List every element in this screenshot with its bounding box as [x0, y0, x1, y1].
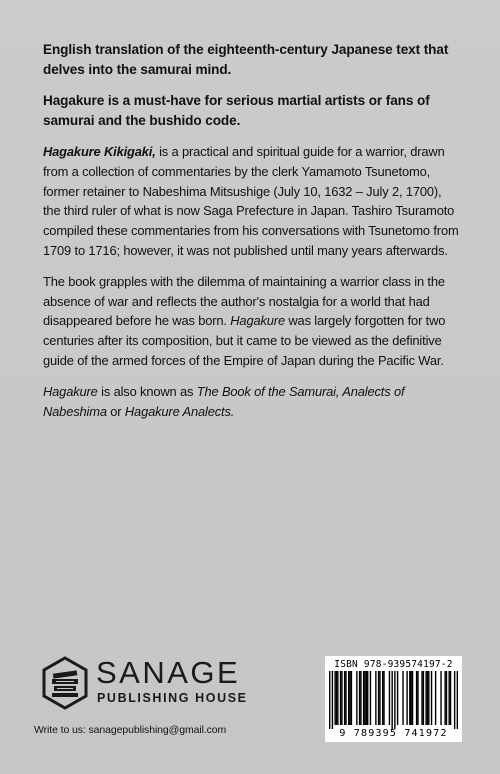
barcode-bar — [356, 671, 357, 725]
barcode-bar — [367, 671, 368, 725]
barcode-bar — [448, 671, 449, 725]
barcode-bar — [450, 671, 451, 725]
barcode-bar — [457, 671, 458, 729]
barcode-bar — [446, 671, 447, 725]
barcode-bar — [379, 671, 380, 725]
barcode-bar — [375, 671, 376, 725]
barcode-bar — [382, 671, 383, 725]
barcode-bar — [364, 671, 365, 725]
barcode-bar — [363, 671, 364, 725]
barcode-bar — [394, 671, 395, 729]
description-text — [43, 40, 459, 432]
barcode-bar — [435, 671, 436, 725]
paragraph-3 — [43, 382, 459, 422]
barcode-bar — [412, 671, 413, 725]
barcode-bar — [349, 671, 350, 725]
barcode-bar — [348, 671, 349, 725]
isbn-label: ISBN 978-939574197-2 — [334, 659, 453, 670]
contact-email: Write to us: sanagepublishing@gmail.com — [34, 724, 227, 736]
paragraph-2-part-1: The book grapples with the dilemma of maintaining a warrior class in the absence of war and reflects the author's nostalgia for a world that had disappeared before he was born. — [43, 273, 445, 329]
paragraph-2-italic: Hagakure — [230, 313, 285, 329]
books-hexagon-icon — [40, 655, 90, 711]
paragraph-3-t2: is also known as — [97, 383, 197, 399]
barcode-bar — [389, 671, 390, 725]
barcode-bar — [366, 671, 367, 725]
paragraph-3-t5: Hagakure Analects. — [124, 403, 235, 419]
barcode-bar — [340, 671, 341, 725]
barcode-bar — [428, 671, 429, 725]
barcode-bar — [329, 671, 330, 729]
paragraph-3-t3: The Book of the Samurai, Analects of Nabeshima — [43, 383, 405, 419]
barcode-bar — [336, 671, 337, 725]
paragraph-2-part-2: was largely forgotten for two centuries after its composition, but it came to be viewed as the definitive guide of the armed forces of the Empire of Japan during the Pacific War. — [43, 313, 446, 368]
publisher-subtitle: PUBLISHING HOUSE — [97, 691, 248, 705]
barcode-bar — [440, 671, 441, 725]
barcode-bar — [397, 671, 398, 725]
barcode-bar — [360, 671, 361, 725]
barcode-bar — [402, 671, 403, 725]
paragraph-3-t4: or — [106, 403, 125, 419]
barcode-bar — [423, 671, 424, 725]
barcode-bar — [410, 671, 411, 725]
barcode-bar — [345, 671, 346, 725]
barcode-bar — [417, 671, 418, 725]
barcode-bar — [406, 671, 407, 725]
publisher-name: SANAGE — [96, 655, 241, 690]
barcode-bar — [378, 671, 379, 725]
paragraph-2 — [43, 272, 459, 371]
barcode-bar — [337, 671, 338, 725]
barcode-bar — [344, 671, 345, 725]
barcode-bar — [425, 671, 426, 725]
barcode-bar — [431, 671, 432, 725]
isbn-barcode — [325, 656, 462, 742]
paragraph-1 — [43, 142, 459, 261]
barcode-bar — [359, 671, 360, 725]
barcode-bar — [454, 671, 455, 729]
barcode-bar — [351, 671, 352, 725]
barcode-bar — [427, 671, 428, 725]
barcode-bar — [383, 671, 384, 725]
intro-line-1: English translation of the eighteenth-century Japanese text that delves into the samurai mind. — [43, 42, 449, 77]
barcode-bar — [444, 671, 445, 725]
barcode-bar — [409, 671, 410, 725]
intro-line-2: Hagakure is a must-have for serious martial artists or fans of samurai and the bushido code. — [43, 93, 430, 128]
barcode-bar — [332, 671, 333, 729]
barcode-bar — [416, 671, 417, 725]
barcode-bars — [329, 671, 458, 729]
barcode-bar — [334, 671, 335, 725]
publisher-logo — [40, 655, 248, 711]
barcode-bar — [370, 671, 371, 725]
paragraph-3-t1: Hagakure — [43, 383, 98, 399]
barcode-bar — [341, 671, 342, 725]
barcode-digits: 9 789395 741972 — [339, 728, 448, 739]
barcode-bar — [421, 671, 422, 725]
book-title-bold: Hagakure Kikigaki, — [43, 144, 156, 159]
barcode-bar — [391, 671, 392, 729]
paragraph-1-body: is a practical and spiritual guide for a warrior, drawn from a collection of commentaries by the clerk Yamamoto Tsunetomo, former retainer to Nabeshima Mitsushige (July 10, 1632 – July 2, 1700), the third ruler of what is now Saga Prefecture in Japan. Tashiro Tsuramoto compiled these commentaries from his conversations with Tsunetomo from 1709 to 1716; however, it was not published until many years afterwards. — [43, 144, 459, 258]
